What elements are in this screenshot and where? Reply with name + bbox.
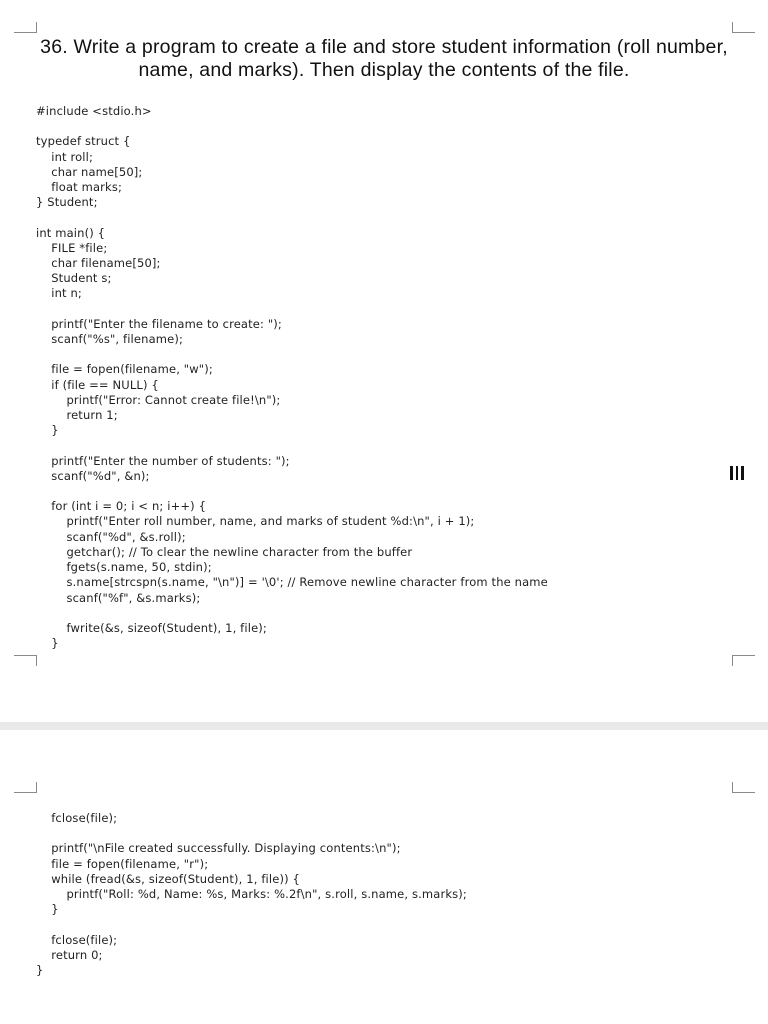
menu-bar bbox=[736, 466, 739, 480]
crop-mark-bottom-left bbox=[14, 655, 37, 666]
crop-mark-top-right bbox=[732, 782, 755, 793]
question-title: 36. Write a program to create a file and store student information (roll number, name, and marks). Then display the contents of the file. bbox=[40, 36, 728, 81]
code-block-part-1: #include <stdio.h> typedef struct { int roll; char name[50]; float marks; } Student; int main() { FILE *file; char filename[50]; Student s; int n; printf("Enter the filename to create: "); scanf("%s", filename); file = fopen(filename, "w"); if (file == NULL) { printf("Error: Cannot create file!\n"); return 1; } printf("Enter the number of students: "); scanf("%d", &n); for (int i = 0; i < n; i++) { printf("Enter roll number, name, and marks of student %d:\n", i + 1); scanf("%d", &s.roll); getchar(); // To clear the newline character from the buffer fgets(s.name, 50, stdin); s.name[strcspn(s.name, "\n")] = '\0'; // Remove newline character from the name scanf("%f", &s.marks); fwrite(&s, sizeof(Student), 1, file); } bbox=[36, 104, 548, 651]
crop-mark-bottom-right bbox=[732, 655, 755, 666]
document-page-2 bbox=[0, 730, 768, 1024]
page-separator bbox=[0, 722, 768, 730]
crop-mark-top-left bbox=[14, 22, 37, 33]
crop-mark-top-left bbox=[14, 782, 37, 793]
menu-bar bbox=[741, 466, 744, 480]
vertical-bars-menu-icon[interactable] bbox=[725, 462, 749, 484]
code-block-part-2: fclose(file); printf("\nFile created successfully. Displaying contents:\n"); file = fopen(filename, "r"); while (fread(&s, sizeof(Student), 1, file)) { printf("Roll: %d, Name: %s, Marks: %.2f\n", s.roll, s.name, s.marks); } fclose(file); return 0; } bbox=[36, 811, 467, 978]
crop-mark-top-right bbox=[732, 22, 755, 33]
menu-bar bbox=[730, 466, 733, 480]
